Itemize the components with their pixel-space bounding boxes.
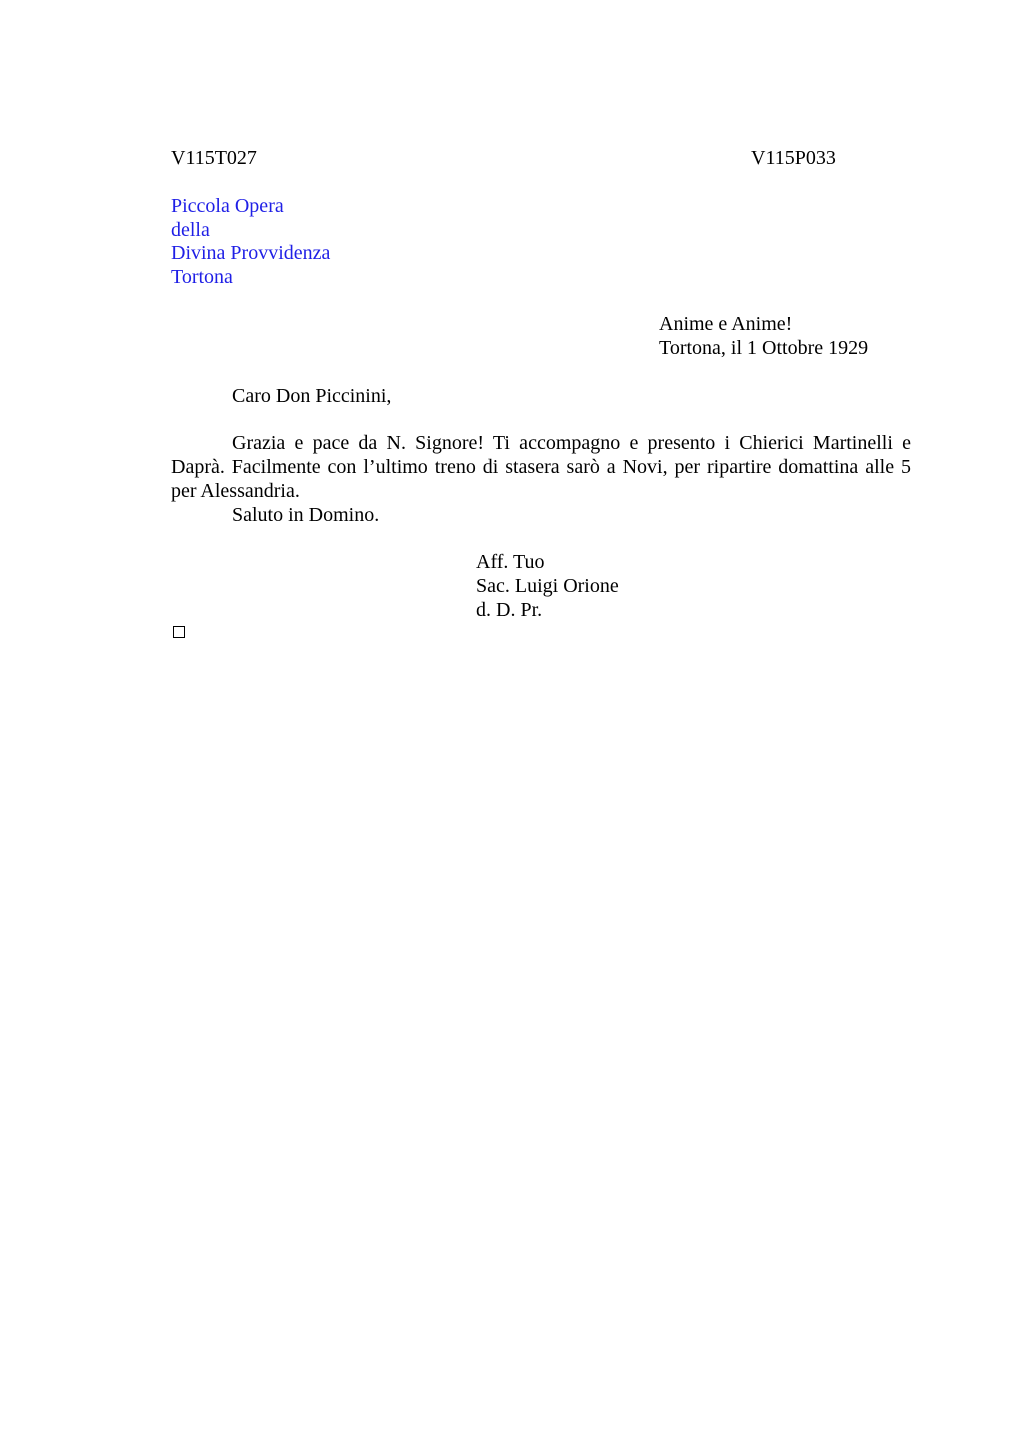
letterhead xyxy=(171,195,330,289)
archive-reference-right: V115P033 xyxy=(751,147,836,169)
letterhead-line: Tortona xyxy=(171,265,233,288)
body-paragraph: Grazia e pace da N. Signore! Ti accompagno e presento i Chierici Martinelli e Daprà. Facilmente con l’ultimo treno di stasera sarò a Novi, per ripartire domattina alle 5 per Alessandria. xyxy=(171,432,911,502)
letter-body xyxy=(171,431,911,527)
salutation: Caro Don Piccinini, xyxy=(232,385,392,407)
motto: Anime e Anime! xyxy=(659,313,793,335)
archive-reference-left: V115T027 xyxy=(171,147,257,169)
signature-block xyxy=(476,550,619,622)
body-paragraph: Saluto in Domino. xyxy=(232,504,380,526)
signature-line: Aff. Tuo xyxy=(476,551,545,573)
letterhead-line: Piccola Opera xyxy=(171,195,284,217)
letterhead-line: della xyxy=(171,218,210,241)
date-block xyxy=(659,312,868,360)
place-date: Tortona, il 1 Ottobre 1929 xyxy=(659,337,869,359)
letterhead-line: Divina Provvidenza xyxy=(171,242,331,264)
signature-line: d. D. Pr. xyxy=(476,599,543,621)
empty-square-icon xyxy=(173,626,185,638)
signature-line: Sac. Luigi Orione xyxy=(476,575,619,597)
